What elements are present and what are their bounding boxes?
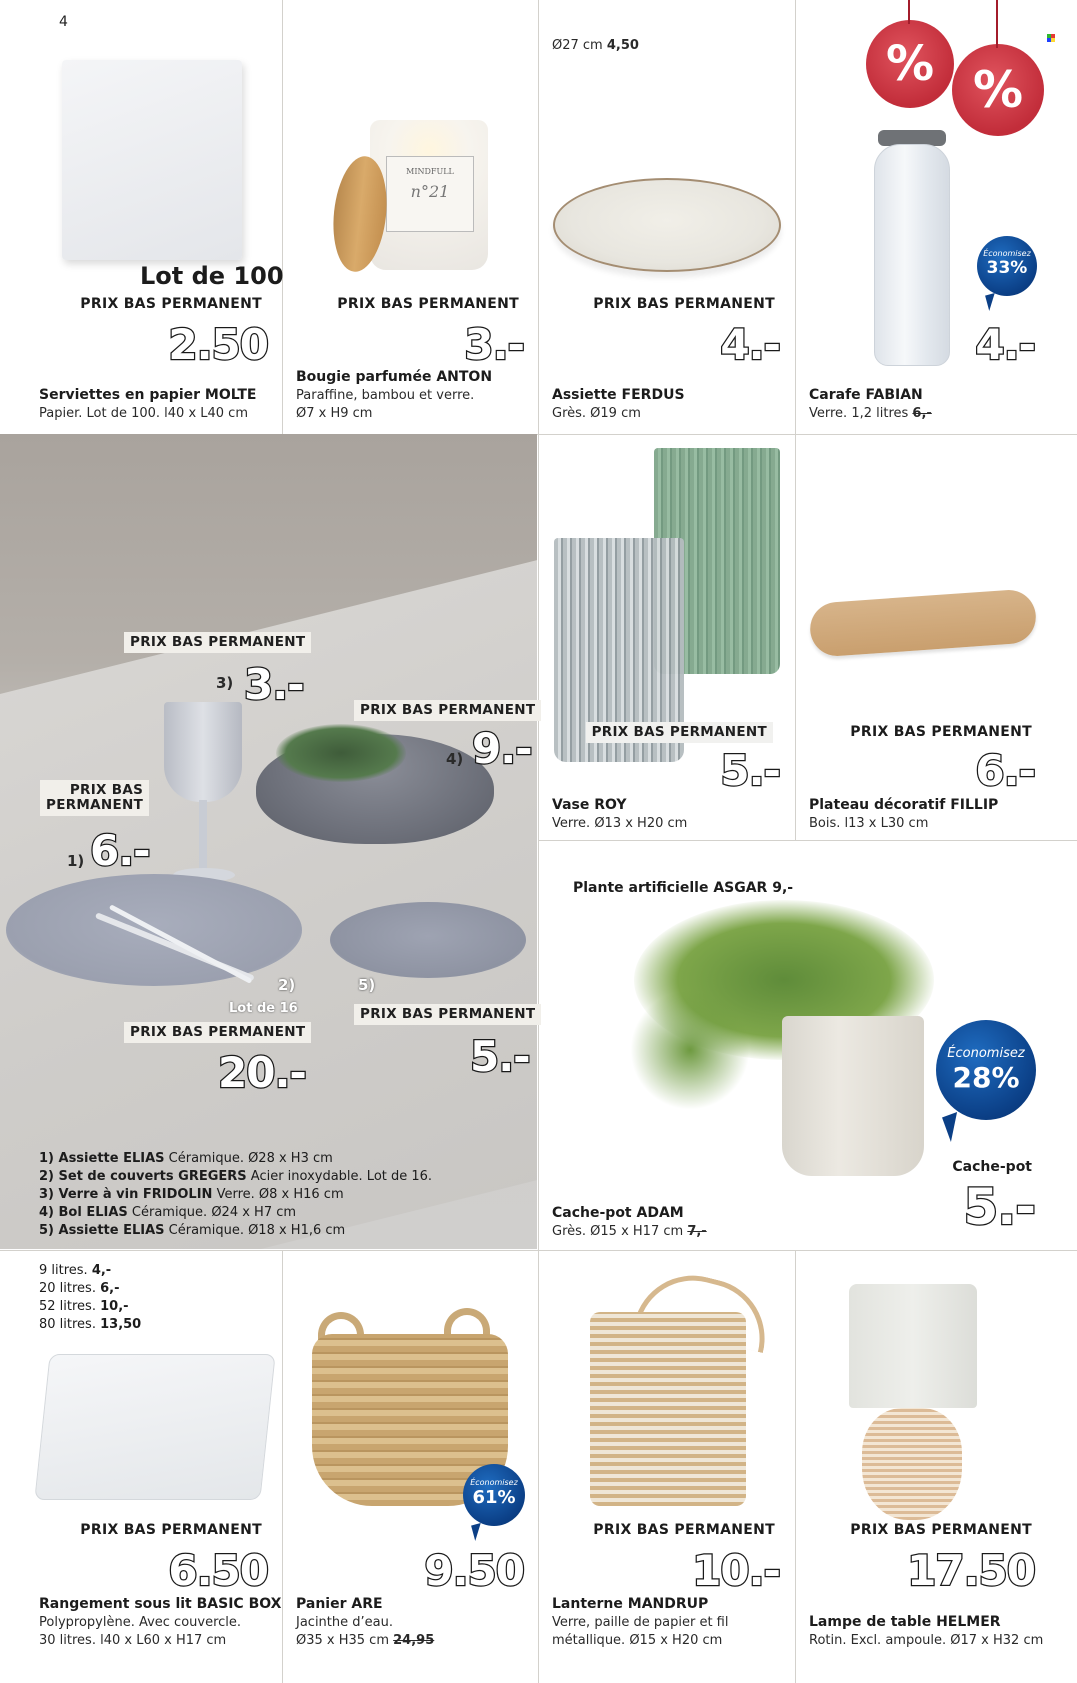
prix-bas-permanent-label: PRIX BAS PERMANENT — [593, 296, 775, 312]
product-title: Cache-pot ADAM — [552, 1205, 684, 1221]
price: 3.- — [464, 320, 524, 369]
item-number: 1) — [67, 852, 85, 870]
plate-image — [553, 178, 781, 272]
product-desc: Grès. Ø15 x H17 cm 7,- — [552, 1224, 707, 1239]
legend-item: 4) Bol ELIAS Céramique. Ø24 x H7 cm — [39, 1205, 297, 1220]
item-number: 2) — [278, 976, 296, 994]
old-price: 24,95 — [393, 1633, 435, 1648]
divider — [538, 840, 1077, 841]
product-title: Rangement sous lit BASIC BOX — [39, 1596, 282, 1612]
variant-row: 52 litres. 10,- — [39, 1299, 129, 1314]
badge-string — [996, 0, 998, 48]
prix-bas-permanent-label: PRIX BAS PERMANENT — [40, 780, 149, 816]
product-title: Serviettes en papier MOLTE — [39, 387, 257, 403]
variant-row: 9 litres. 4,- — [39, 1263, 112, 1278]
item-number: 5) — [358, 976, 376, 994]
product-desc: Paraffine, bambou et verre. — [296, 388, 475, 403]
price: 4.- — [720, 320, 780, 369]
price: 6.50 — [168, 1546, 268, 1595]
price: 3.- — [244, 660, 304, 709]
variant-row: 80 litres. 13,50 — [39, 1317, 142, 1332]
divider — [538, 0, 539, 1683]
carafe-image — [874, 144, 950, 366]
old-price: 7,- — [687, 1224, 707, 1239]
legend-item: 5) Assiette ELIAS Céramique. Ø18 x H1,6 cm — [39, 1223, 346, 1238]
herbs — [276, 724, 406, 782]
product-dimensions: Ø35 x H35 cm 24,95 — [296, 1633, 435, 1648]
prix-bas-permanent-label: PRIX BAS PERMANENT — [850, 1522, 1032, 1538]
product-desc: Grès. Ø19 cm — [552, 406, 641, 421]
discount-badge — [952, 44, 1044, 136]
prix-bas-permanent-label: PRIX BAS PERMANENT — [124, 1022, 311, 1043]
divider — [282, 1250, 283, 1683]
prix-bas-permanent-label: PRIX BAS PERMANENT — [80, 1522, 262, 1538]
prix-bas-permanent-label: PRIX BAS PERMANENT — [354, 1004, 541, 1025]
prix-bas-permanent-label: PRIX BAS PERMANENT — [850, 724, 1032, 740]
price: 17.50 — [907, 1546, 1035, 1595]
prix-bas-permanent-label: PRIX BAS PERMANENT — [124, 632, 311, 653]
storage-box-image — [34, 1354, 275, 1500]
tray-image — [808, 588, 1037, 658]
divider — [795, 1250, 796, 1683]
product-desc: Papier. Lot de 100. l40 x L40 cm — [39, 406, 248, 421]
product-title: Bougie parfumée ANTON — [296, 369, 493, 385]
product-title: Assiette FERDUS — [552, 387, 685, 403]
price: 20.- — [218, 1048, 306, 1097]
product-dimensions: métallique. Ø15 x H20 cm — [552, 1633, 723, 1648]
variant-price: Ø27 cm 4,50 — [552, 38, 639, 53]
price-label: Cache-pot — [952, 1159, 1032, 1175]
price: 4.- — [975, 320, 1035, 369]
prix-bas-permanent-label: PRIX BAS PERMANENT — [586, 722, 773, 743]
lantern-image — [590, 1312, 746, 1506]
product-title: Panier ARE — [296, 1596, 383, 1612]
savings-bubble: Économisez 33% — [977, 236, 1037, 296]
lot-badge: Lot de 100 — [140, 262, 284, 290]
product-title: Vase ROY — [552, 797, 627, 813]
product-title: Lanterne MANDRUP — [552, 1596, 709, 1612]
variant-row: 20 litres. 6,- — [39, 1281, 120, 1296]
lot-note: Lot de 16 — [229, 1001, 298, 1016]
product-desc: Verre. Ø13 x H20 cm — [552, 816, 688, 831]
size-variants — [39, 1262, 141, 1334]
product-title: Plateau décoratif FILLIP — [809, 797, 999, 813]
prix-bas-permanent-label: PRIX BAS PERMANENT — [80, 296, 262, 312]
item-number: 4) — [446, 750, 464, 768]
price: 9.- — [472, 724, 532, 773]
legend-item: 2) Set de couverts GREGERS Acier inoxydable. Lot de 16. — [39, 1169, 433, 1184]
wine-glass-image — [164, 702, 242, 802]
candle-jar-label: MINDFULL n°21 — [386, 156, 474, 232]
percent-badge-icon: % — [952, 44, 1044, 136]
price: 2.50 — [168, 320, 268, 369]
product-desc: Verre, paille de papier et fil — [552, 1615, 729, 1630]
wine-glass-stem — [199, 800, 207, 872]
product-title: Lampe de table HELMER — [809, 1614, 1001, 1630]
product-desc: Bois. l13 x L30 cm — [809, 816, 929, 831]
prix-bas-permanent-label: PRIX BAS PERMANENT — [337, 296, 519, 312]
table-scene-photo — [0, 434, 537, 1249]
plant-label: Plante artificielle ASGAR 9,- — [573, 880, 794, 896]
brand-logo-icon — [1047, 34, 1055, 42]
napkins-image — [62, 60, 242, 260]
product-desc: Jacinthe d’eau. — [296, 1615, 393, 1630]
price: 9.50 — [424, 1546, 524, 1595]
old-price: 6,- — [912, 406, 932, 421]
savings-bubble: Économisez 28% — [936, 1020, 1036, 1120]
scene-legend — [39, 1150, 432, 1240]
product-desc: Polypropylène. Avec couvercle. — [39, 1615, 242, 1630]
price: 6.- — [90, 826, 150, 875]
lamp-shade — [849, 1284, 977, 1408]
percent-badge-icon: % — [866, 20, 954, 108]
product-dimensions: Ø7 x H9 cm — [296, 406, 373, 421]
product-dimensions: 30 litres. l40 x L60 x H17 cm — [39, 1633, 227, 1648]
discount-badge — [866, 20, 954, 108]
lamp-base-image — [862, 1408, 962, 1520]
small-plate-image — [330, 902, 526, 978]
product-desc: Verre. 1,2 litres 6,- — [809, 406, 932, 421]
divider — [795, 0, 796, 840]
prix-bas-permanent-label: PRIX BAS PERMANENT — [593, 1522, 775, 1538]
cache-pot-image — [782, 1016, 924, 1176]
badge-string — [908, 0, 910, 24]
price: 5.- — [720, 746, 780, 795]
savings-bubble: Économisez 61% — [463, 1464, 525, 1526]
prix-bas-permanent-label: PRIX BAS PERMANENT — [354, 700, 541, 721]
page-number: 4 — [59, 14, 68, 30]
price: 5.- — [963, 1178, 1035, 1236]
legend-item: 3) Verre à vin FRIDOLIN Verre. Ø8 x H16 cm — [39, 1187, 344, 1202]
candle-image — [370, 120, 488, 270]
product-title: Carafe FABIAN — [809, 387, 923, 403]
legend-item: 1) Assiette ELIAS Céramique. Ø28 x H3 cm — [39, 1151, 333, 1166]
price: 10.- — [692, 1546, 780, 1595]
divider — [282, 0, 283, 434]
price: 5.- — [470, 1032, 530, 1081]
item-number: 3) — [216, 674, 234, 692]
plant-foliage — [630, 990, 750, 1110]
price: 6.- — [975, 746, 1035, 795]
product-desc: Rotin. Excl. ampoule. Ø17 x H32 cm — [809, 1633, 1044, 1648]
divider — [0, 1250, 1077, 1251]
